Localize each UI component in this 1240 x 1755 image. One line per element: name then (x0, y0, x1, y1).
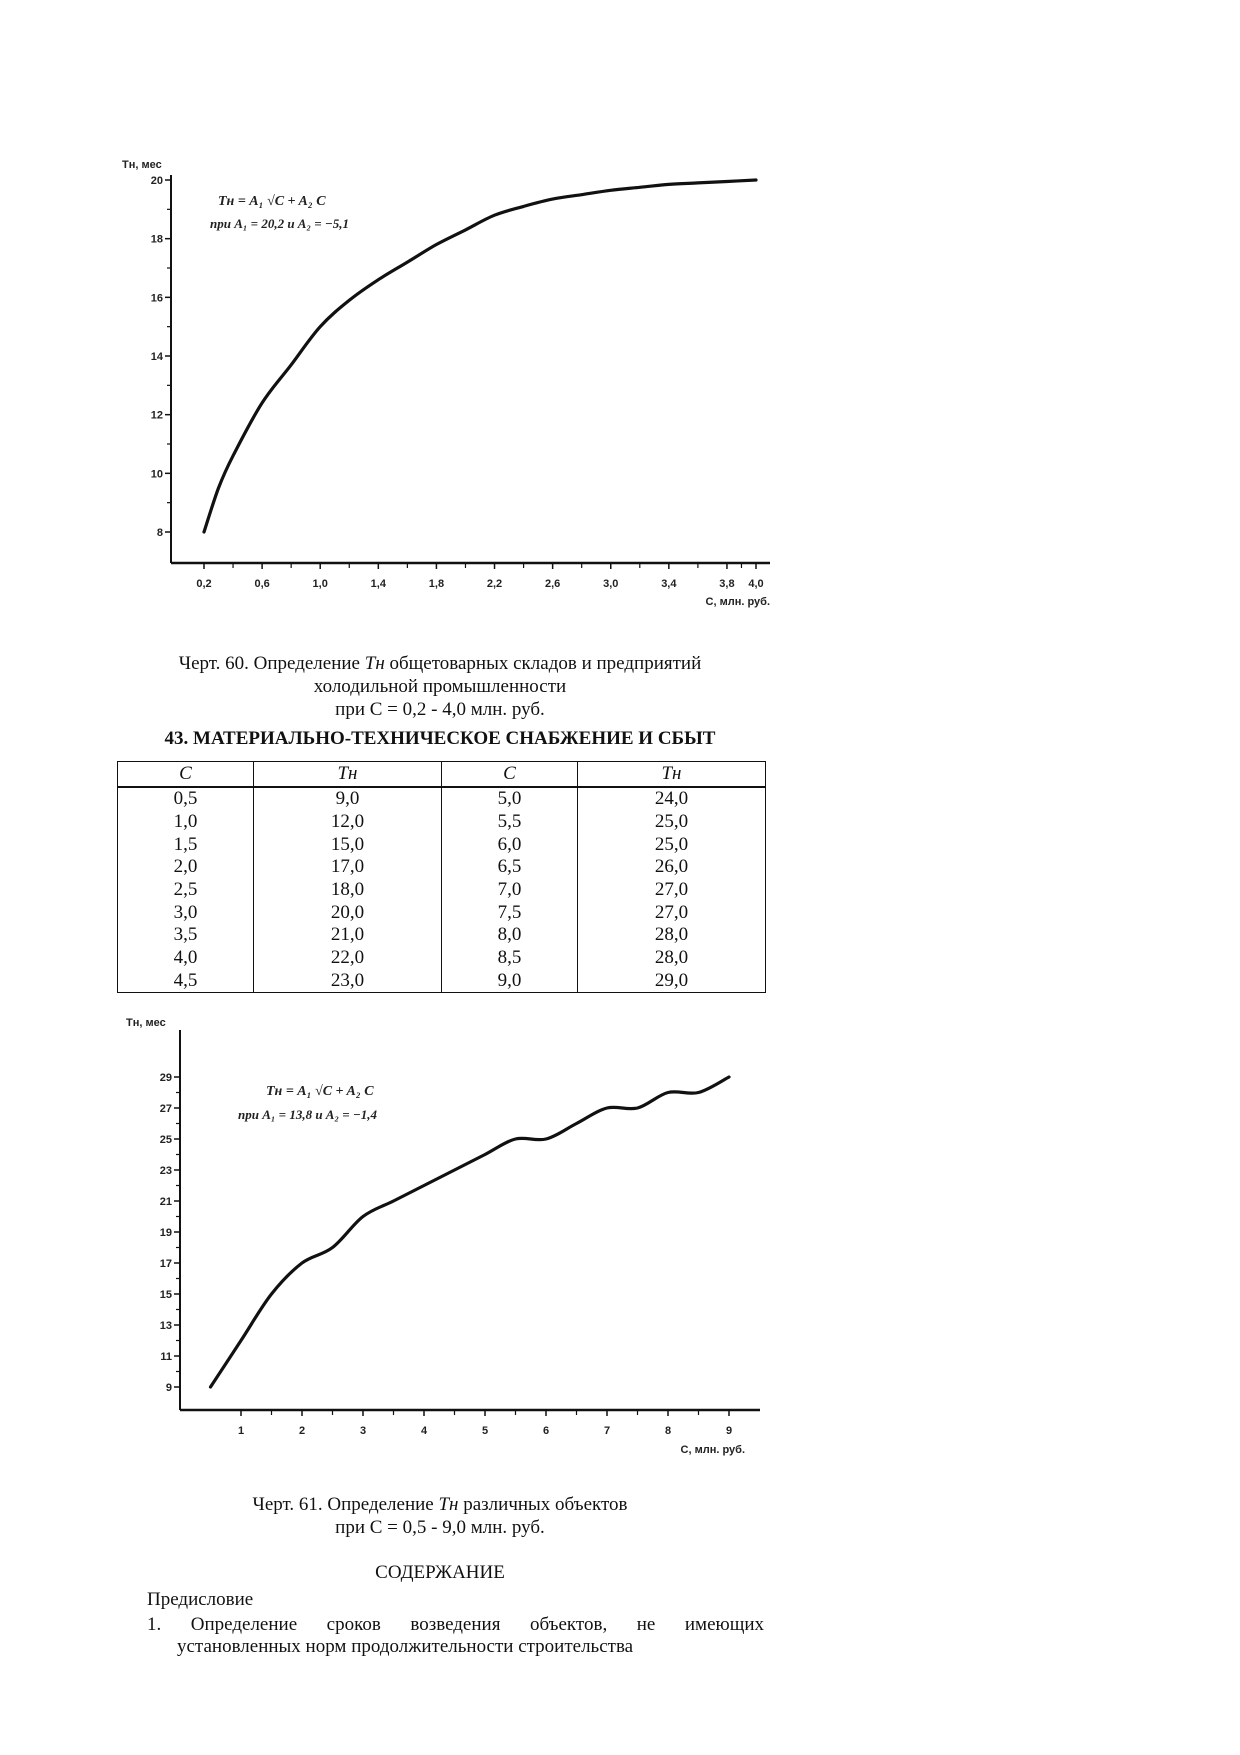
toc-item-1 (147, 1614, 764, 1658)
table-cell: 2,0 (118, 856, 254, 879)
table-cell: 4,5 (118, 970, 254, 993)
table-cell: 1,0 (118, 811, 254, 834)
caption-61-line1-post: различных объектов (458, 1494, 628, 1515)
x-tick-label: 3 (359, 1425, 367, 1437)
table-row (118, 901, 766, 924)
table-cell: 28,0 (577, 924, 765, 947)
table-cell: 27,0 (577, 901, 765, 924)
table-header-row (118, 762, 766, 788)
y-tick-label: 17 (159, 1258, 172, 1270)
y-tick-label: 13 (159, 1320, 172, 1332)
table-row (118, 856, 766, 879)
table-cell: 0,5 (118, 787, 254, 811)
caption-60-line2: холодильной промышленности (313, 676, 567, 697)
toc-preface: Предисловие (147, 1589, 254, 1610)
x-tick-label: 8 (664, 1425, 672, 1437)
x-tick-label: 1,8 (428, 578, 445, 590)
y-tick-label: 8 (156, 527, 163, 539)
x-tick-label: 2,6 (544, 578, 561, 590)
table-header-t1: Тн (253, 762, 441, 788)
y-tick-label: 15 (159, 1289, 172, 1301)
chart-60-svg (0, 150, 800, 620)
caption-60-symbol: Тн (364, 653, 385, 674)
chart-61-svg (0, 1010, 800, 1470)
table-cell: 18,0 (253, 879, 441, 902)
table-cell: 27,0 (577, 879, 765, 902)
table-cell: 6,5 (441, 856, 577, 879)
table-cell: 3,0 (118, 901, 254, 924)
y-axis-label: Tн, мес (122, 159, 162, 171)
y-axis-label: Tн, мес (126, 1017, 166, 1029)
table-row (118, 970, 766, 993)
toc-word: 1. (147, 1614, 162, 1635)
table-cell: 5,5 (441, 811, 577, 834)
x-tick-label: 3,4 (661, 578, 677, 590)
y-tick-label: 16 (150, 292, 163, 305)
caption-60-line3: при С = 0,2 - 4,0 млн. руб. (335, 699, 545, 720)
formula-line1: Tн = A₁ √C + A₂ C (218, 194, 326, 209)
x-tick-label: 9 (725, 1425, 733, 1437)
x-tick-label: 4,0 (748, 578, 764, 590)
table-cell: 20,0 (253, 901, 441, 924)
toc-word: Определение (190, 1614, 298, 1635)
toc-item-1-line2: установленных норм продолжительности строительства (177, 1636, 634, 1657)
x-tick-label: 6 (542, 1425, 550, 1437)
table-cell: 22,0 (253, 947, 441, 970)
table-header-c1: С (118, 762, 254, 788)
y-tick-label: 12 (150, 409, 163, 422)
x-tick-label: 0,6 (254, 578, 270, 590)
table-cell: 28,0 (577, 947, 765, 970)
y-tick-label: 20 (150, 175, 163, 187)
x-tick-label: 0,2 (196, 578, 212, 590)
formula-line2: при A₁ = 20,2 и A₂ = −5,1 (210, 216, 350, 231)
x-tick-label: 3,0 (603, 578, 619, 590)
table-cell: 6,0 (441, 833, 577, 856)
table-cell: 7,5 (441, 901, 577, 924)
toc-title: СОДЕРЖАНИЕ (375, 1562, 505, 1583)
table-cell: 15,0 (253, 833, 441, 856)
toc-word: возведения (410, 1614, 501, 1635)
toc-word: объектов, (529, 1614, 608, 1635)
caption-61-line1-pre: Черт. 61. Определение (252, 1494, 439, 1515)
x-tick-label: 4 (420, 1425, 428, 1437)
table-cell: 24,0 (577, 787, 765, 811)
table-row (118, 833, 766, 856)
y-tick-label: 19 (159, 1227, 172, 1239)
chart-60 (0, 150, 800, 620)
toc-word: имеющих (684, 1614, 764, 1635)
chart-61 (0, 1010, 800, 1470)
x-tick-label: 1 (237, 1425, 245, 1437)
x-tick-label: 1,4 (370, 578, 386, 590)
caption-61-line2: при С = 0,5 - 9,0 млн. руб. (335, 1517, 545, 1538)
table-cell: 4,0 (118, 947, 254, 970)
y-tick-label: 27 (159, 1103, 172, 1115)
table-row (118, 924, 766, 947)
x-tick-label: 2 (298, 1425, 306, 1437)
table-cell: 1,5 (118, 833, 254, 856)
table-cell: 29,0 (577, 970, 765, 993)
series-line-0 (211, 1077, 730, 1387)
norms-table (117, 761, 766, 993)
table-cell: 2,5 (118, 879, 254, 902)
table-header-t2: Тн (577, 762, 765, 788)
table-cell: 5,0 (441, 787, 577, 811)
table-row (118, 787, 766, 811)
series-line-0 (204, 180, 756, 532)
formula-line2: при A₁ = 13,8 и A₂ = −1,4 (238, 1107, 378, 1122)
table-row (118, 947, 766, 970)
y-tick-label: 21 (159, 1196, 172, 1208)
table-row (118, 879, 766, 902)
table-cell: 8,0 (441, 924, 577, 947)
y-tick-label: 18 (150, 233, 163, 246)
x-tick-label: 7 (603, 1425, 611, 1437)
table-cell: 9,0 (441, 970, 577, 993)
table-body (118, 787, 766, 993)
toc-item-1-line1 (147, 1614, 764, 1636)
table-cell: 3,5 (118, 924, 254, 947)
toc-word: сроков (326, 1614, 381, 1635)
table-cell: 8,5 (441, 947, 577, 970)
table-cell: 23,0 (253, 970, 441, 993)
x-axis-label: С, млн. руб. (680, 1444, 745, 1456)
y-tick-label: 10 (150, 468, 163, 481)
y-tick-label: 29 (159, 1072, 172, 1084)
caption-61-symbol: Тн (438, 1494, 459, 1515)
table-cell: 25,0 (577, 811, 765, 834)
y-tick-label: 23 (159, 1165, 172, 1177)
table-cell: 17,0 (253, 856, 441, 879)
table-cell: 12,0 (253, 811, 441, 834)
toc-word: не (636, 1614, 656, 1635)
x-tick-label: 5 (481, 1425, 489, 1437)
section-title: 43. МАТЕРИАЛЬНО-ТЕХНИЧЕСКОЕ СНАБЖЕНИЕ И СБЫТ (164, 728, 716, 749)
y-tick-label: 25 (159, 1134, 172, 1146)
table-cell: 25,0 (577, 833, 765, 856)
caption-chart-61 (110, 1493, 770, 1539)
caption-chart-60 (110, 652, 770, 721)
formula-line1: Tн = A₁ √C + A₂ C (266, 1084, 374, 1099)
x-tick-label: 1,0 (312, 578, 328, 590)
caption-60-line1-post: общетоварных складов и предприятий (384, 653, 702, 674)
y-tick-label: 9 (165, 1382, 172, 1394)
table-cell: 9,0 (253, 787, 441, 811)
caption-60-line1-pre: Черт. 60. Определение (178, 653, 365, 674)
table-cell: 7,0 (441, 879, 577, 902)
y-tick-label: 14 (150, 351, 163, 363)
y-tick-label: 11 (160, 1351, 172, 1363)
x-tick-label: 3,8 (719, 578, 735, 590)
table-cell: 26,0 (577, 856, 765, 879)
table-row (118, 811, 766, 834)
x-axis-label: С, млн. руб. (705, 596, 770, 608)
table-header-c2: С (441, 762, 577, 788)
table-cell: 21,0 (253, 924, 441, 947)
x-tick-label: 2,2 (486, 578, 503, 590)
